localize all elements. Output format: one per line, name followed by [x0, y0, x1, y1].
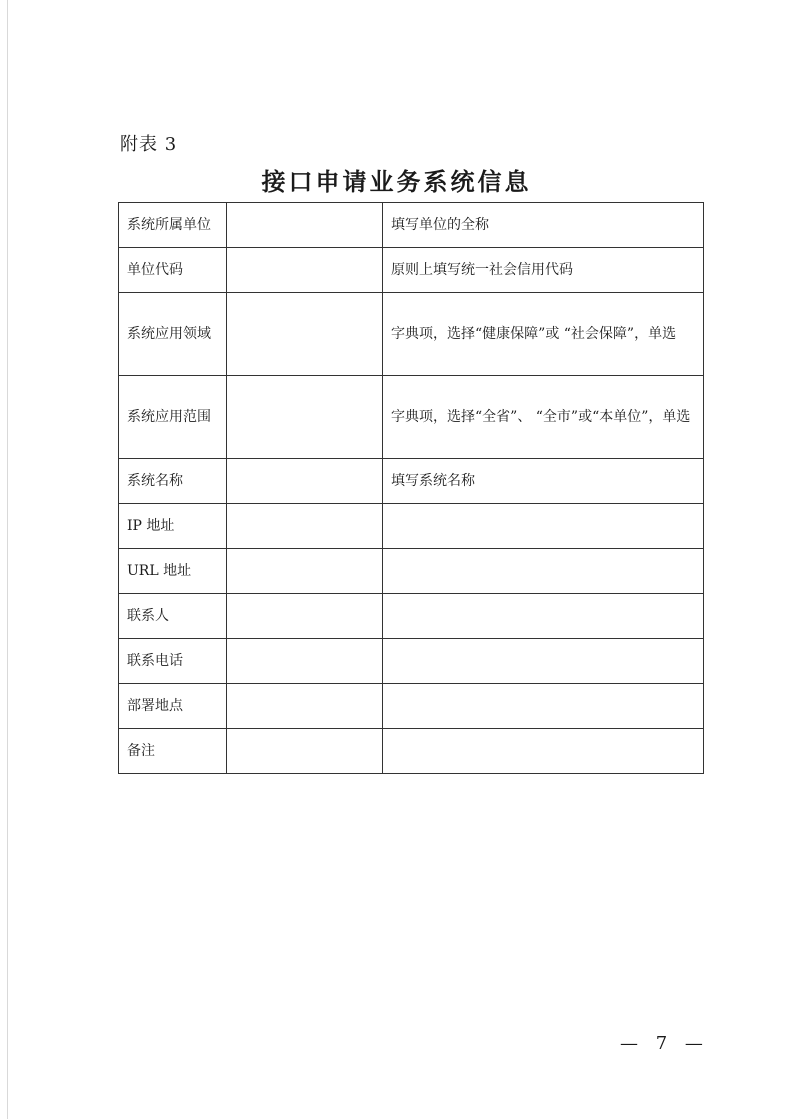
table-row-contact-person [119, 594, 704, 639]
field-note: 字典项，选择“全省”、 “全市”或“本单位”，单选 [383, 376, 704, 459]
table-row-deployment-location [119, 684, 704, 729]
table-row-contact-phone [119, 639, 704, 684]
table-row-system-name [119, 459, 704, 504]
table-row-unit-code [119, 248, 704, 293]
field-note [383, 639, 704, 684]
field-label: 系统所属单位 [119, 203, 227, 248]
field-value[interactable] [227, 729, 383, 774]
field-label: 单位代码 [119, 248, 227, 293]
field-label: 系统应用范围 [119, 376, 227, 459]
document-title: 接口申请业务系统信息 [261, 167, 532, 196]
field-value[interactable] [227, 293, 383, 376]
table-row-application-scope [119, 376, 704, 459]
field-label: 系统应用领域 [119, 293, 227, 376]
table-row-application-domain [119, 293, 704, 376]
field-value[interactable] [227, 549, 383, 594]
field-note [383, 549, 704, 594]
table-row-remarks [119, 729, 704, 774]
field-value[interactable] [227, 376, 383, 459]
field-value[interactable] [227, 684, 383, 729]
field-label: URL 地址 [119, 549, 227, 594]
field-note [383, 504, 704, 549]
field-note [383, 594, 704, 639]
field-value[interactable] [227, 639, 383, 684]
field-value[interactable] [227, 248, 383, 293]
table-row-ip-address [119, 504, 704, 549]
field-note: 原则上填写统一社会信用代码 [383, 248, 704, 293]
table-row-unit [119, 203, 704, 248]
field-note [383, 684, 704, 729]
field-note: 填写系统名称 [383, 459, 704, 504]
field-value[interactable] [227, 203, 383, 248]
field-value[interactable] [227, 504, 383, 549]
table-row-url-address [119, 549, 704, 594]
field-label: 联系人 [119, 594, 227, 639]
field-label: 联系电话 [119, 639, 227, 684]
field-label: IP 地址 [119, 504, 227, 549]
field-value[interactable] [227, 459, 383, 504]
appendix-label: 附表 3 [120, 134, 178, 155]
page-number: — 7 — [620, 1033, 709, 1054]
field-label: 系统名称 [119, 459, 227, 504]
field-value[interactable] [227, 594, 383, 639]
field-label: 备注 [119, 729, 227, 774]
field-note: 字典项，选择“健康保障”或 “社会保障”，单选 [383, 293, 704, 376]
field-note [383, 729, 704, 774]
field-note: 填写单位的全称 [383, 203, 704, 248]
system-info-table [118, 202, 704, 774]
field-label: 部署地点 [119, 684, 227, 729]
